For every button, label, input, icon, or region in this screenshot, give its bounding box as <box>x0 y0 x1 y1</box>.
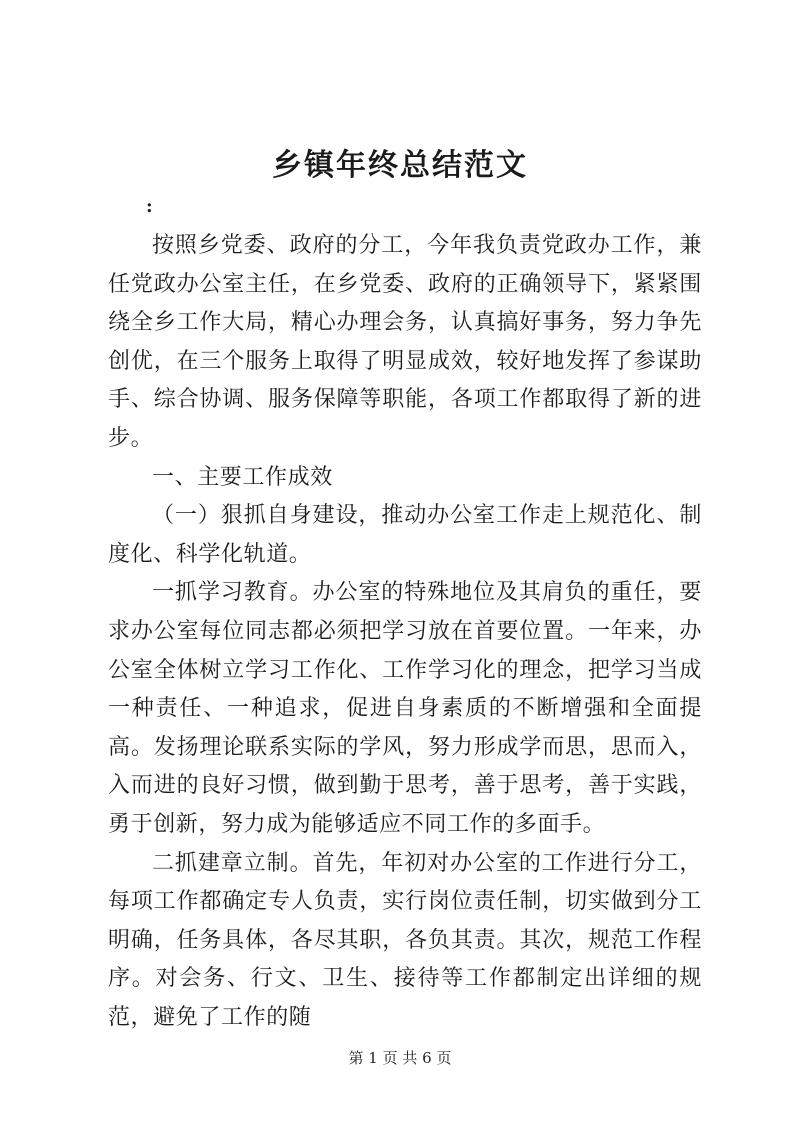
section-heading: 一、主要工作成效 <box>152 464 333 490</box>
page-footer: 第 1 页 共 6 页 <box>348 1049 452 1067</box>
salutation: : <box>146 196 153 217</box>
document-title: 乡镇年终总结范文 <box>272 148 528 183</box>
subsection-heading: （一）狠抓自身建设，推动办公室工作走上规范化、制度化、科学化轨道。 <box>108 503 702 567</box>
paragraph-intro: 按照乡党委、政府的分工，今年我负责党政办工作，兼任党政办公室主任，在乡党委、政府的正确领导下，紧紧围绕全乡工作大局，精心办理会务，认真搞好事务，努力争先创优，在三个服务上取得了明显成效，较好地发挥了参谋助手、综合协调、服务保障等职能，各项工作都取得了新的进步。 <box>108 233 702 451</box>
document-body <box>108 227 702 1037</box>
paragraph-rules: 二抓建章立制。首先，年初对办公室的工作进行分工，每项工作都确定专人负责，实行岗位责任制，切实做到分工明确，任务具体，各尽其职，各负其责。其次，规范工作程序。对会务、行文、卫生、接待等工作都制定出详细的规范，避免了工作的随 <box>108 850 702 1030</box>
paragraph-study: 一抓学习教育。办公室的特殊地位及其肩负的重任，要求办公室每位同志都必须把学习放在首要位置。一年来，办公室全体树立学习工作化、工作学习化的理念，把学习当成一种责任、一种追求，促进自身素质的不断增强和全面提高。发扬理论联系实际的学风，努力形成学而思，思而入，入而进的良好习惯，做到勤于思考，善于思考，善于实践，勇于创新，努力成为能够适应不同工作的多面手。 <box>108 580 702 837</box>
